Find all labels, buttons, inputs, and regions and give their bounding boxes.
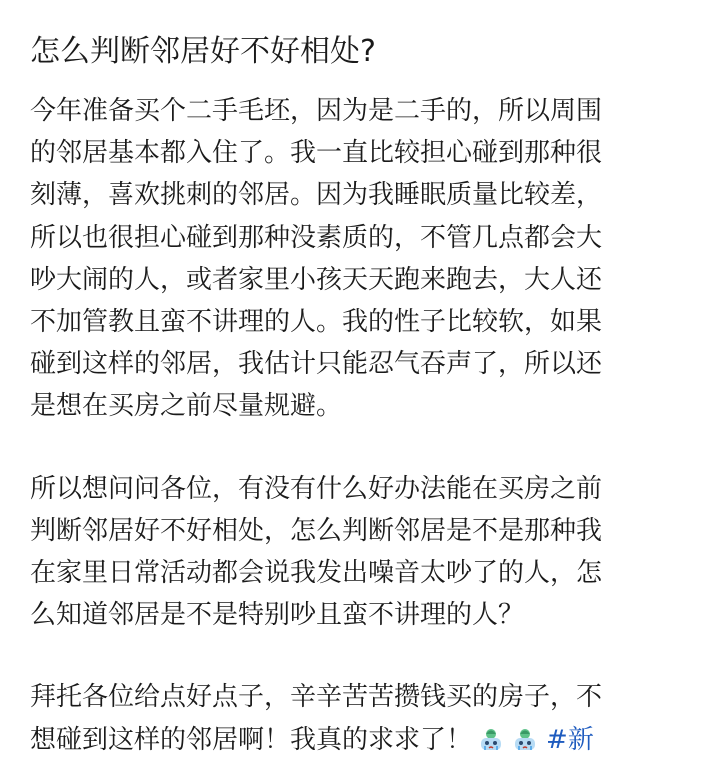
text-line-with-emoji bbox=[30, 719, 690, 761]
text-line: 判断邻居好不好相处，怎么判断邻居是不是那种我 bbox=[30, 515, 603, 546]
text-line: 碰到这样的邻居，我估计只能忍气吞声了，所以还 bbox=[30, 349, 603, 380]
post-paragraph-1 bbox=[30, 90, 690, 428]
text-line: 刻薄，喜欢挑刺的邻居。因为我睡眠质量比较差， bbox=[30, 180, 603, 211]
text-line: 今年准备买个二手毛坯，因为是二手的，所以周围 bbox=[30, 96, 603, 126]
text-line: 拜托各位给点好点子，辛辛苦苦攒钱买的房子，不 bbox=[30, 682, 603, 713]
text-line: 是想在买房之前尽量规避。 bbox=[30, 391, 343, 422]
hashtag-mark: # bbox=[546, 724, 568, 755]
post-paragraph-2 bbox=[30, 468, 690, 637]
text-segment: 想碰到这样的邻居啊！我真的求求了！ bbox=[30, 724, 473, 755]
post-paragraph-3 bbox=[30, 676, 690, 760]
crying-emoji-icon bbox=[510, 723, 540, 753]
text-line: 所以想问问各位，有没有什么好办法能在买房之前 bbox=[30, 473, 603, 504]
post-title: 怎么判断邻居好不好相处? bbox=[30, 34, 376, 69]
text-line: 所以也很担心碰到那种没素质的，不管几点都会大 bbox=[30, 222, 603, 253]
text-line: 不加管教且蛮不讲理的人。我的性子比较软，如果 bbox=[30, 307, 603, 338]
text-line: 的邻居基本都入住了。我一直比较担心碰到那种很 bbox=[30, 138, 603, 169]
hashtag-link[interactable] bbox=[546, 719, 594, 761]
hashtag-label: 新 bbox=[567, 724, 594, 755]
paragraph-spacer bbox=[30, 636, 690, 676]
paragraph-spacer bbox=[30, 428, 690, 468]
text-line: 在家里日常活动都会说我发出噪音太吵了的人，怎 bbox=[30, 558, 603, 589]
crying-emoji-icon bbox=[476, 723, 506, 753]
text-line: 吵大闹的人，或者家里小孩天天跑来跑去，大人还 bbox=[30, 264, 603, 295]
text-line: 么知道邻居是不是特别吵且蛮不讲理的人？ bbox=[30, 600, 525, 631]
